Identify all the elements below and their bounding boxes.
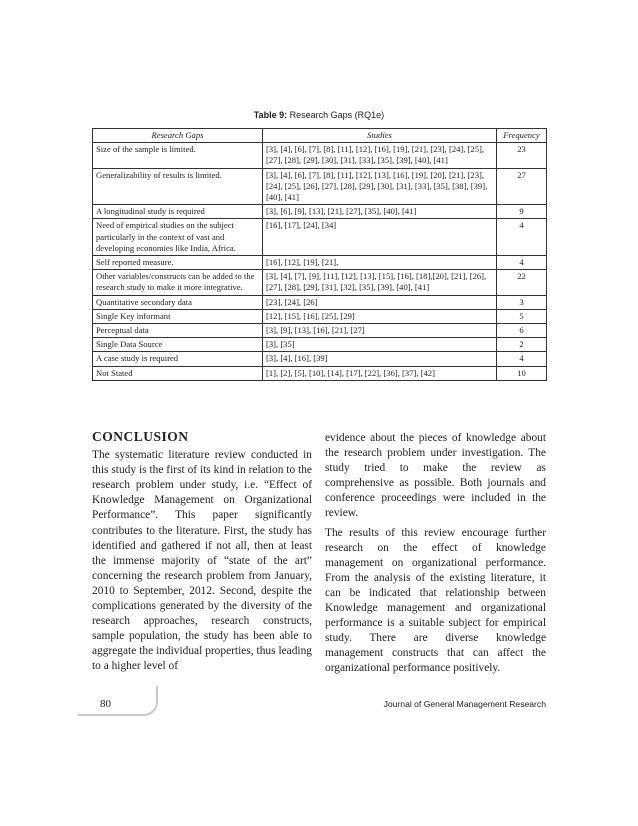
- frequency-cell: 23: [497, 143, 547, 168]
- table-caption-label: Table 9:: [253, 110, 288, 120]
- studies-cell: [3], [4], [6], [7], [8], [11], [12], [16], [19], [21], [23], [24], [25], [27], [28], [29], [30], [31], [33], [35], [39], [40], [41]: [263, 143, 497, 168]
- page-number-tab: [78, 686, 158, 716]
- table-row: [93, 168, 547, 205]
- table-row: [93, 309, 547, 323]
- table-row: [93, 366, 547, 380]
- table-row: [93, 295, 547, 309]
- frequency-cell: 2: [497, 338, 547, 352]
- frequency-cell: 5: [497, 309, 547, 323]
- frequency-cell: 27: [497, 168, 547, 205]
- table-row: [93, 270, 547, 295]
- conclusion-section: [92, 429, 312, 675]
- gap-cell: Single Key informant: [93, 309, 263, 323]
- gap-cell: Need of empirical studies on the subject particularly in the context of vast and developing economies like India, Africa.: [93, 219, 263, 256]
- studies-cell: [3], [6], [9], [13], [21], [27], [35], [40], [41]: [263, 205, 497, 219]
- conclusion-right-paragraph-1: evidence about the pieces of knowledge about the research problem under investigation. The study tried to make the review as comprehensive as possible. Both journals and conference proceedings were included in the review.: [325, 432, 546, 520]
- conclusion-right-column: [325, 431, 546, 681]
- frequency-cell: 4: [497, 256, 547, 270]
- frequency-cell: 22: [497, 270, 547, 295]
- studies-cell: [16], [17], [24], [34]: [263, 219, 497, 256]
- gap-cell: Size of the sample is limited.: [93, 143, 263, 168]
- studies-cell: [1], [2], [5], [10], [14], [17], [22], [36], [37], [42]: [263, 366, 497, 380]
- table-caption: [0, 110, 638, 120]
- gap-cell: Perceptual data: [93, 324, 263, 338]
- gap-cell: A case study is required: [93, 352, 263, 366]
- studies-cell: [12], [15], [16], [25], [29]: [263, 309, 497, 323]
- frequency-cell: 10: [497, 366, 547, 380]
- header-studies: Studies: [263, 129, 497, 143]
- conclusion-heading: CONCLUSION: [92, 429, 189, 444]
- header-research-gaps: Research Gaps: [93, 129, 263, 143]
- table-header-row: [93, 129, 547, 143]
- gap-cell: Single Data Source: [93, 338, 263, 352]
- gap-cell: Quantitative secondary data: [93, 295, 263, 309]
- studies-cell: [23], [24], [26]: [263, 295, 497, 309]
- studies-cell: [3], [9], [13], [16], [21], [27]: [263, 324, 497, 338]
- studies-cell: [3], [4], [6], [7], [8], [11], [12], [13], [16], [19], [20], [21], [23], [24], [25], [26], [27], [28], [29], [30], [31], [33], [35], [38], [39], [40], [41]: [263, 168, 497, 205]
- studies-cell: [3], [4], [7], [9], [11], [12], [13], [15], [16], [18],[20], [21], [26], [27], [28], [29], [31], [32], [35], [39], [40], [41]: [263, 270, 497, 295]
- table-row: [93, 219, 547, 256]
- conclusion-right-paragraph-2: The results of this review encourage further research on the effect of knowledge management on organizational performance. From the analysis of the existing literature, it can be indicated that relationship between Knowledge management and organizational performance is a suitable subject for empirical study. There are diverse knowledge management constructs that can affect the organizational performance positively.: [325, 526, 546, 675]
- header-frequency: Frequency: [497, 129, 547, 143]
- frequency-cell: 4: [497, 219, 547, 256]
- table-row: [93, 338, 547, 352]
- studies-cell: [3], [4], [16], [39]: [263, 352, 497, 366]
- table-row: [93, 205, 547, 219]
- table-row: [93, 352, 547, 366]
- table-row: [93, 143, 547, 168]
- frequency-cell: 6: [497, 324, 547, 338]
- gap-cell: Other variables/constructs can be added to the research study to make it more integrative.: [93, 270, 263, 295]
- table-row: [93, 324, 547, 338]
- studies-cell: [3], [35]: [263, 338, 497, 352]
- research-gaps-table: [92, 128, 547, 381]
- table-caption-text: Research Gaps (RQ1e): [287, 110, 385, 120]
- gap-cell: A longitudinal study is required: [93, 205, 263, 219]
- frequency-cell: 3: [497, 295, 547, 309]
- frequency-cell: 9: [497, 205, 547, 219]
- journal-name: Journal of General Management Research: [383, 699, 546, 709]
- conclusion-left-paragraph: The systematic literature review conducted in this study is the first of its kind in relation to the research problem under study, i.e. “Effect of Knowledge Management on Organizational Performance”. This paper significantly contributes to the literature. First, the study has identified and gathered if not all, then at least the immense majority of “state of the art” concerning the research problem from January, 2010 to September, 2012. Second, despite the complications generated by the diversity of the research approaches, research constructs, sample population, the study has been able to aggregate the individual properties, thus leading to a higher level of: [92, 449, 312, 673]
- gap-cell: Generalizability of results is limited.: [93, 168, 263, 205]
- gap-cell: Not Stated: [93, 366, 263, 380]
- page-number: 80: [100, 698, 111, 710]
- gap-cell: Self reported measure.: [93, 256, 263, 270]
- studies-cell: [16], [12], [19], [21],: [263, 256, 497, 270]
- frequency-cell: 4: [497, 352, 547, 366]
- table-row: [93, 256, 547, 270]
